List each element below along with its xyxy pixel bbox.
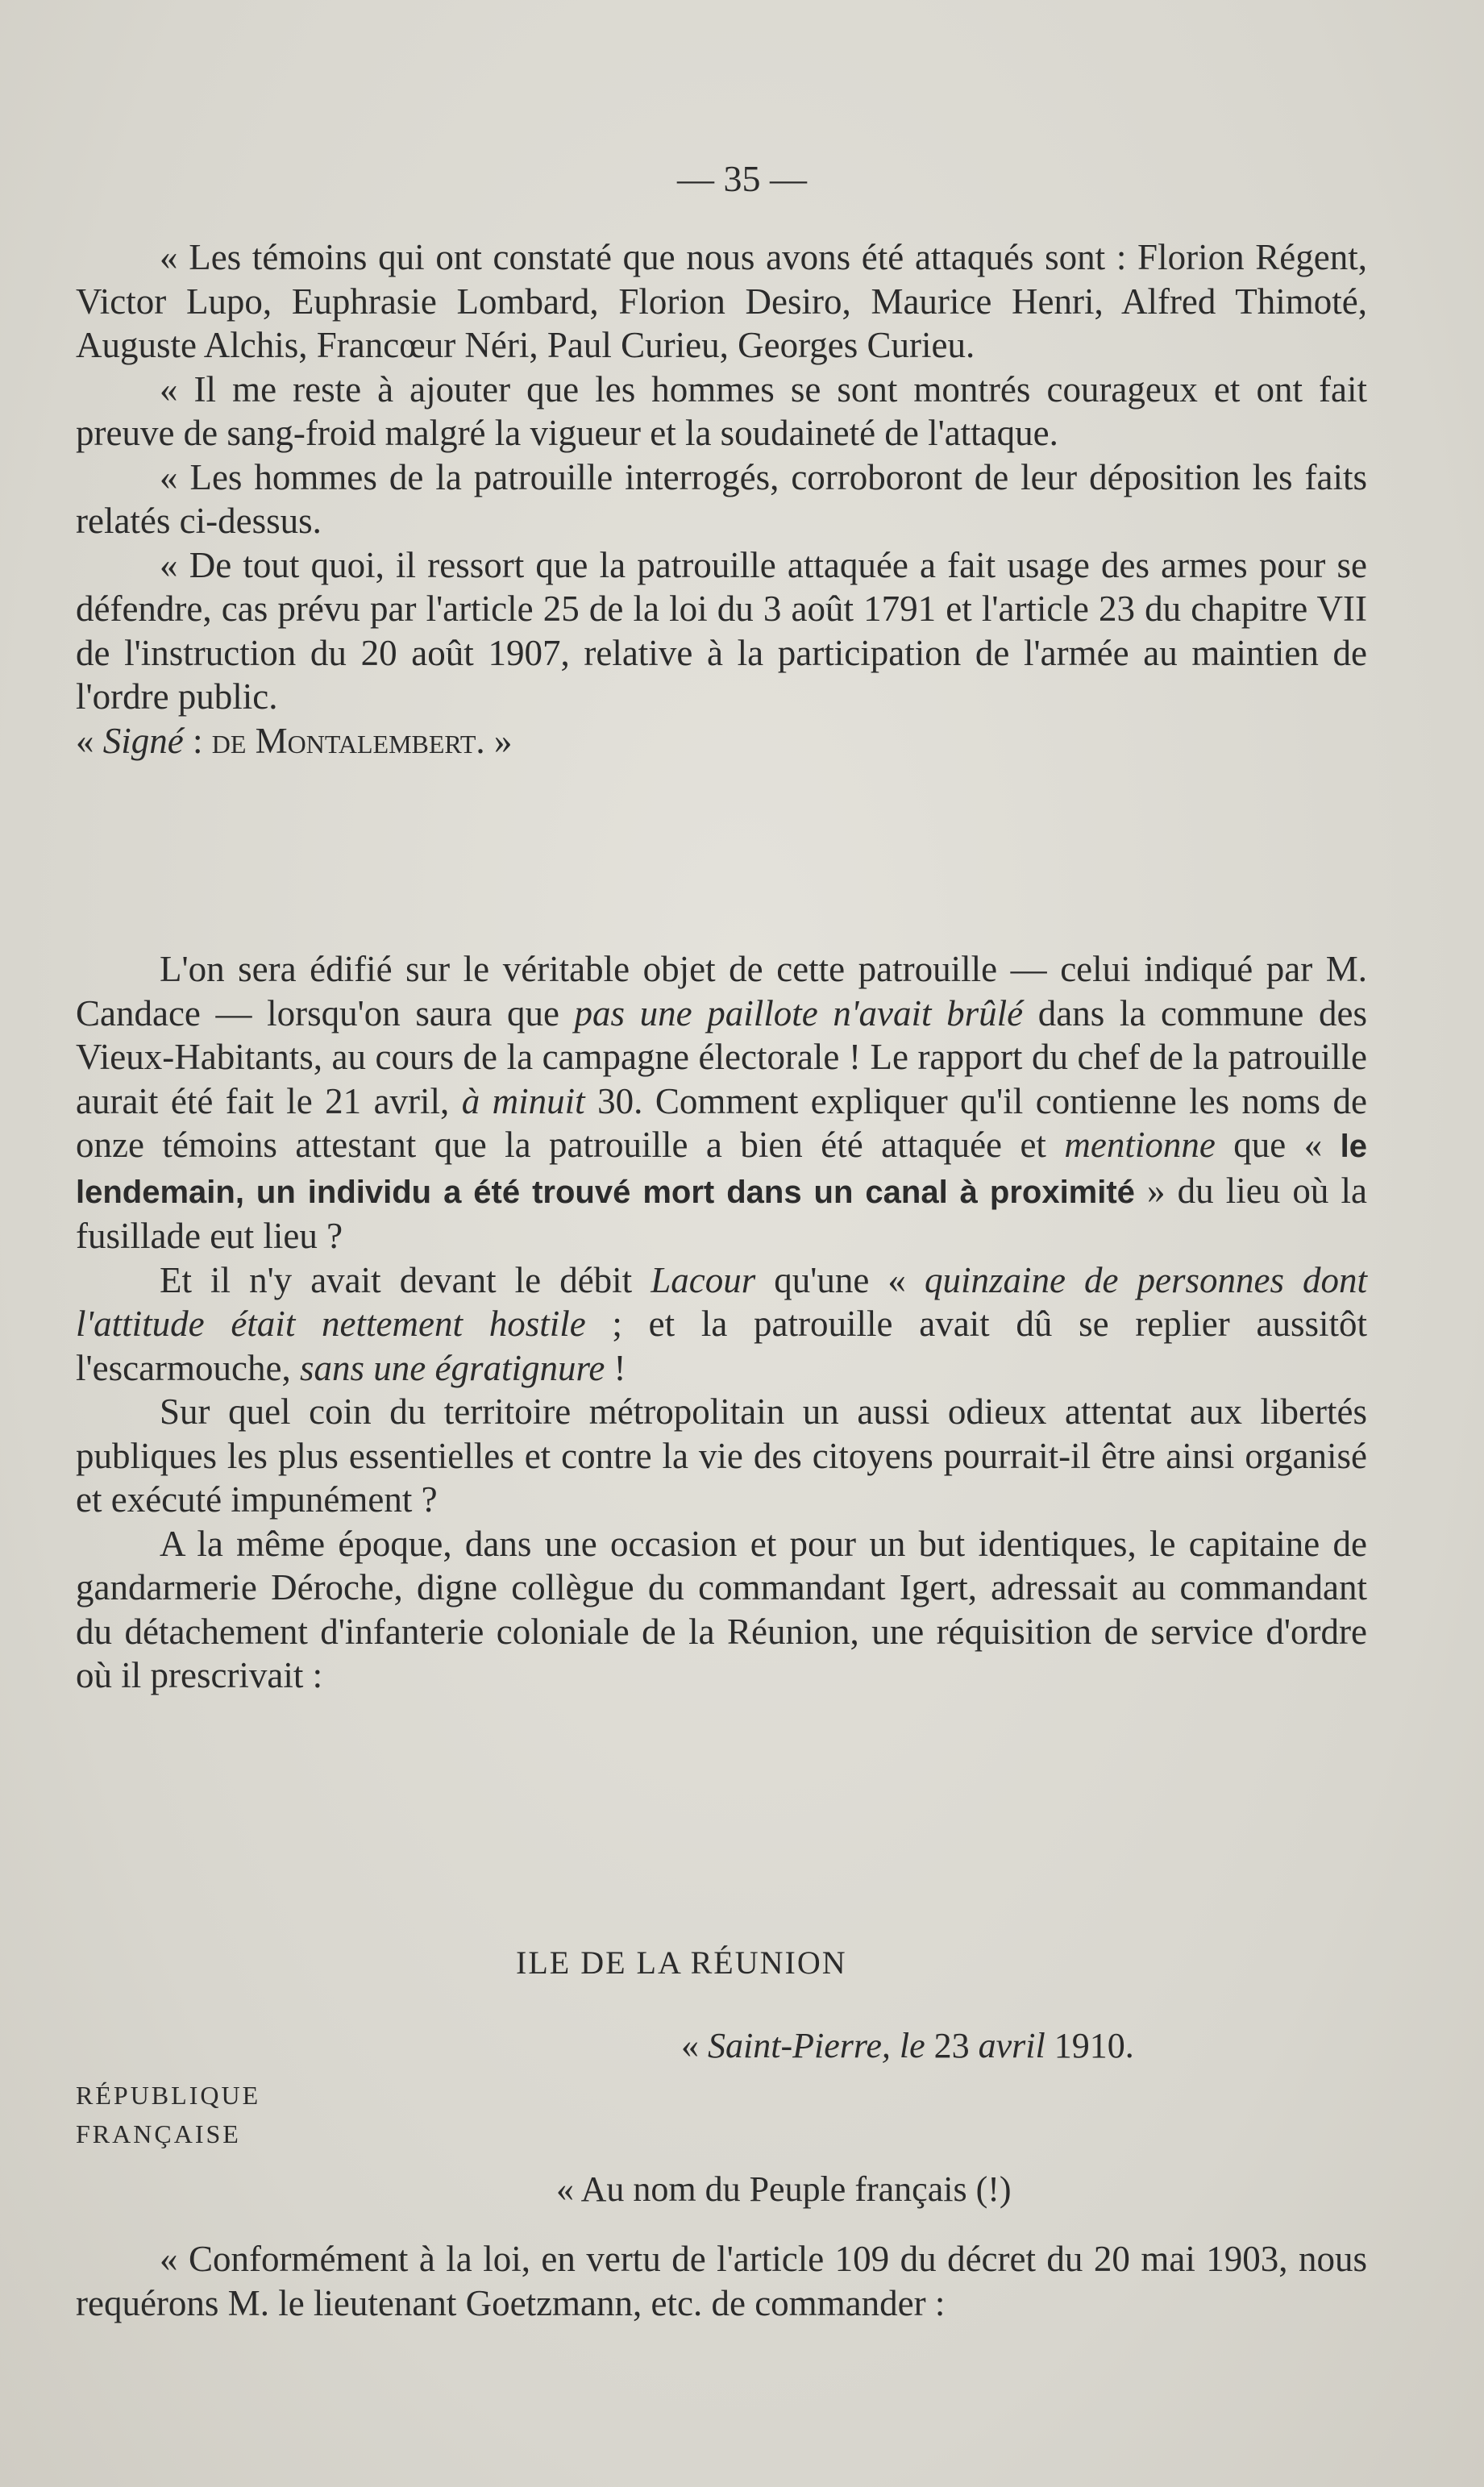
block-testimony: [76, 235, 1367, 763]
signature: « Signé : de Montalembert. »: [76, 720, 513, 761]
paragraph-territory: Sur quel coin du territoire métropolitain un aussi odieux attentat aux libertés publiques les plus essentielles et contre la vie des citoyens pourrait-il être ainsi organisé et exécuté impunément ?: [76, 1391, 1367, 1520]
paragraph-lacour: Et il n'y avait devant le débit Lacour qu'une « quinzaine de personnes dont l'attitude était nettement hostile ; et la patrouille avait dû se replier aussitôt l'escarmouche, sans une égratignure !: [76, 1259, 1367, 1388]
paragraph-courage: « Il me reste à ajouter que les hommes se sont montrés courageux et ont fait preuve de sang-froid malgré la vigueur et la soudaineté de l'attaque.: [76, 368, 1367, 453]
francaise-label: FRANÇAISE: [76, 2119, 241, 2148]
paragraph-deroche: A la même époque, dans une occasion et pour un but identiques, le capitaine de gandarmerie Déroche, digne collègue du commandant Igert, adressait au commandant du détachement d'infanterie coloniale de la Réunion, une réquisition de service d'ordre où il prescrivait :: [76, 1523, 1367, 1695]
peuple-line: « Au nom du Peuple français (!): [556, 2169, 1012, 2209]
date-line: « Saint-Pierre, le 23 avril 1910.: [681, 2026, 1134, 2065]
page-number: — 35 —: [677, 158, 807, 199]
paragraph-conclusion: « De tout quoi, il ressort que la patrouille attaquée a fait usage des armes pour se défendre, cas prévu par l'article 25 de la loi du 3 août 1791 et l'article 23 du chapitre VII de l'instruction du 20 août 1907, relative à la participation de l'armée au maintien de l'ordre public.: [76, 544, 1367, 717]
paragraph-patrol: L'on sera édifié sur le véritable objet de cette patrouille — celui indiqué par M. Candace — lorsqu'on saura que pas une paillote n'avait brûlé dans la commune des Vieux-Habitants, au cours de la campagne électorale ! Le rapport du chef de la patrouille aurait été fait le 21 avril, à minuit 30. Comment expliquer qu'il contienne les noms de onze témoins attestant que la patrouille a bien été attaquée et mentionne que « le lendemain, un individu a été trouvé mort dans un canal à proximité » du lieu où la fusillade eut lieu ?: [76, 949, 1367, 1256]
block-requisition: [76, 2237, 1367, 2325]
paragraph-corroborate: « Les hommes de la patrouille interrogés, corroboront de leur déposition les faits relatés ci-dessus.: [76, 456, 1367, 541]
heading-ile-reunion: ILE DE LA RÉUNION: [516, 1944, 847, 1981]
republique-label: RÉPUBLIQUE: [76, 2081, 261, 2110]
block-commentary: [76, 947, 1367, 1698]
paragraph-witnesses: « Les témoins qui ont constaté que nous avons été attaqués sont : Florion Régent, Victor Lupo, Euphrasie Lombard, Florion Desiro, Maurice Henri, Alfred Thimoté, Auguste Alchis, Francœur Néri, Paul Curieu, Georges Curieu.: [76, 237, 1367, 365]
paragraph-requisition: « Conformément à la loi, en vertu de l'article 109 du décret du 20 mai 1903, nous requérons M. le lieutenant Goetzmann, etc. de commander :: [76, 2239, 1367, 2323]
